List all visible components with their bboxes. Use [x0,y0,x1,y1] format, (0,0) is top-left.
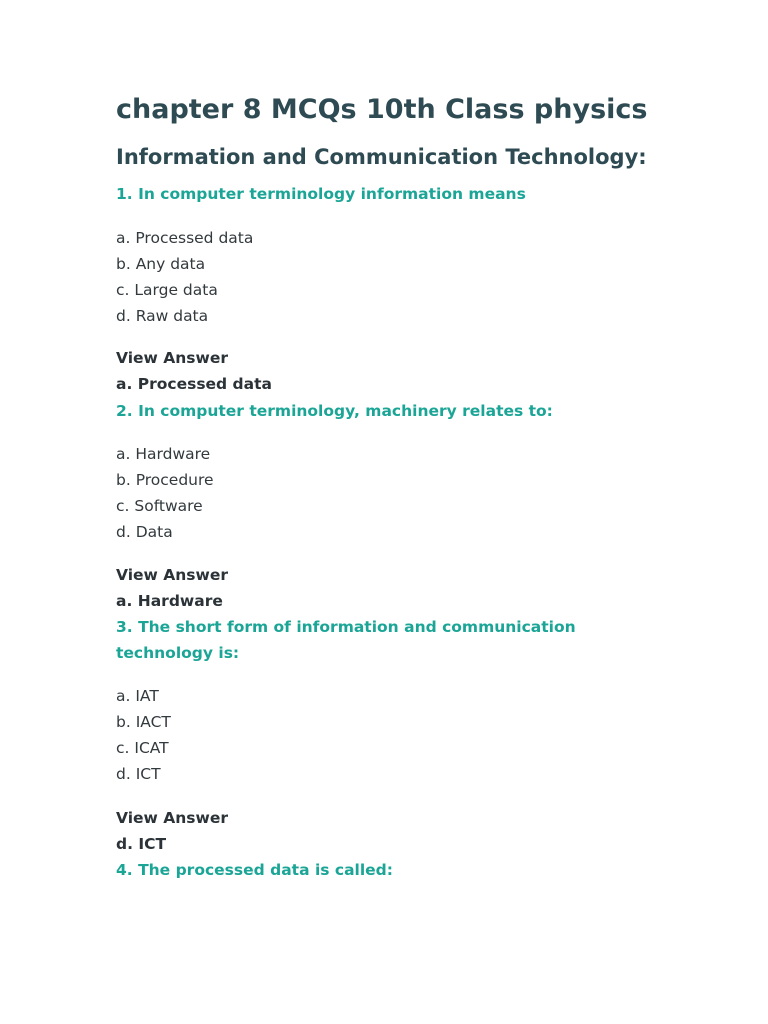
option-a: a. IAT [116,687,159,705]
option-b: b. IACT [116,713,171,731]
view-answer-link[interactable]: View Answer [116,349,228,367]
option-c: c. ICAT [116,739,169,757]
option-d: d. ICT [116,765,161,783]
question-4: 4. The processed data is called: [116,861,393,879]
question-3: 3. The short form of information and communication technology is: [116,618,576,662]
option-b: b. Any data [116,255,206,273]
page-title: chapter 8 MCQs 10th Class physics [116,94,648,125]
option-c: c. Software [116,497,203,515]
question-1: 1. In computer terminology information means [116,185,526,203]
option-a: a. Hardware [116,445,211,463]
question-2-answer: a. Hardware [116,592,223,610]
option-d: d. Data [116,523,173,541]
option-d: d. Raw data [116,307,209,325]
question-1-options [116,225,253,329]
question-3-options [116,683,171,787]
question-3-answer: d. ICT [116,835,167,853]
question-2: 2. In computer terminology, machinery relates to: [116,402,553,420]
question-2-options [116,441,214,545]
option-b: b. Procedure [116,471,214,489]
question-1-answer: a. Processed data [116,375,272,393]
option-c: c. Large data [116,281,218,299]
view-answer-link[interactable]: View Answer [116,566,228,584]
chapter-subtitle: Information and Communication Technology: [116,145,647,169]
view-answer-link[interactable]: View Answer [116,809,228,827]
option-a: a. Processed data [116,229,254,247]
